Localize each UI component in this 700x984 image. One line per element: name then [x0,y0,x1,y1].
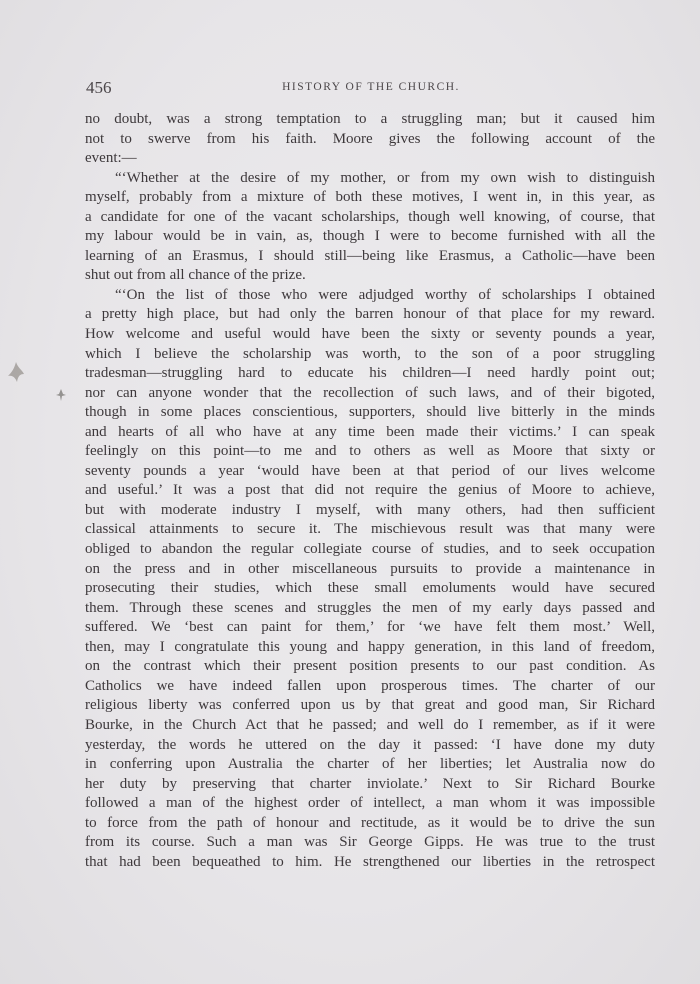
text-line: Bourke, in the Church Act that he passed; and well do I remember, as if it were [85,716,655,733]
text-line: classical attainments to secure it. The mischievous result was that many were [85,521,655,538]
text-line: Catholics we have indeed fallen upon prosperous times. The charter of our [85,677,655,694]
text-line: tradesman—struggling hard to educate his children—I need hardly point out; [85,365,655,382]
text-line: learning of an Erasmus, I should still—being like Erasmus, a Catholic—have been [85,247,655,264]
text-line: my labour would be in vain, as, though I were to become furnished with all the [85,228,655,245]
text-line: but with moderate industry I myself, with many others, had then sufficient [85,501,655,518]
text-line: feelingly on this point—to me and to others as well as Moore that sixty or [85,443,655,460]
text-line: shut out from all chance of the prize. [85,267,306,284]
text-line: followed a man of the highest order of intellect, a man whom it was impossible [85,795,655,812]
text-line: no doubt, was a strong temptation to a struggling man; but it caused him [85,111,655,127]
text-line: from its course. Such a man was Sir George Gipps. He was true to the trust [85,834,655,851]
text-line: a candidate for one of the vacant scholarships, though well knowing, of course, that [85,208,655,225]
body-text [85,110,655,872]
text-line: “‘On the list of those who were adjudged worthy of scholarships I obtained [115,286,655,303]
text-line: on the press and in other miscellaneous pursuits to provide a maintenance in [85,560,655,577]
text-line: seventy pounds a year ‘would have been at that period of our lives welcome [85,462,655,479]
text-line: her duty by preserving that charter inviolate.’ Next to Sir Richard Bourke [85,775,655,792]
text-line: a pretty high place, but had only the barren honour of that place for my reward. [85,306,655,323]
text-line: and hearts of all who have at any time been made their victims.’ I can speak [85,423,655,440]
text-line: and useful.’ It was a post that did not require the genius of Moore to achieve, [85,482,655,499]
text-line: them. Through these scenes and struggles the men of my early days passed and [85,599,655,616]
text-line: “‘Whether at the desire of my mother, or from my own wish to distinguish [115,169,655,186]
text-line: obliged to abandon the regular collegiate course of studies, and to seek occupation [85,541,655,558]
ink-speck-mark [55,388,67,402]
page-header [86,78,656,98]
text-line: to force from the path of honour and rectitude, as it would be to drive the sun [85,814,655,831]
text-line: on the contrast which their present position presents to our past condition. As [85,658,655,675]
text-line: then, may I congratulate this young and happy generation, in this land of freedom, [85,638,655,655]
text-line: that had been bequeathed to him. He strengthened our liberties in the retrospect [85,853,655,870]
text-line: yesterday, the words he uttered on the day it passed: ‘I have done my duty [85,736,655,753]
text-line: though in some places conscientious, supporters, should live bitterly in the minds [85,404,655,421]
text-line: in conferring upon Australia the charter of her liberties; let Australia now do [85,756,655,773]
text-line: How welcome and useful would have been the sixty or seventy pounds a year, [85,326,655,343]
running-head: HISTORY OF THE CHURCH. [282,81,460,93]
text-line: nor can anyone wonder that the recollection of such laws, and of their bigoted, [85,384,655,401]
ink-smudge-mark [6,360,26,388]
text-line: myself, probably from a mixture of both these motives, I went in, in this year, as [85,189,655,206]
text-line: event:— [85,150,137,167]
text-line: prosecuting their studies, which these small emoluments would have secured [85,580,655,597]
text-line: which I believe the scholarship was worth, to the son of a poor struggling [85,345,655,362]
page-number: 456 [86,78,112,97]
text-line: religious liberty was conferred upon us by that great and good man, Sir Richard [85,697,655,714]
text-line: suffered. We ‘best can paint for them,’ for ‘we have felt them most.’ Well, [85,619,655,636]
text-line: not to swerve from his faith. Moore gives the following account of the [85,130,655,147]
